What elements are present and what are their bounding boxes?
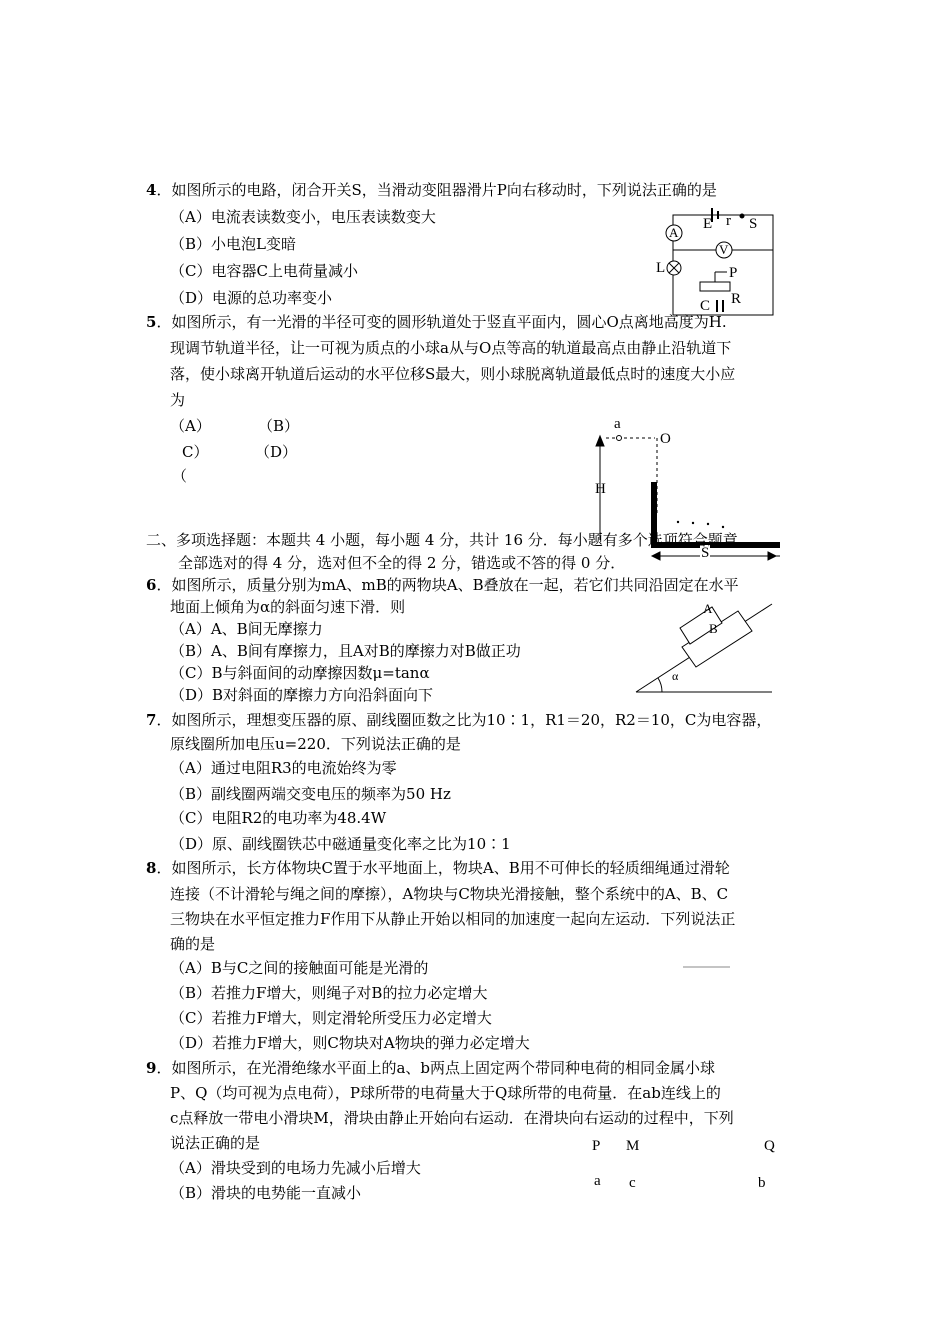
label-R: R — [731, 291, 742, 307]
label-c: c — [629, 1175, 636, 1191]
q8-text-1: 如图所示，长方体物块C置于水平地面上，物块A、B用不可伸长的轻质细绳通过滑轮 — [171, 859, 730, 877]
label-E: E — [703, 216, 713, 232]
label-S: S — [749, 216, 758, 232]
q4-stem-text: 如图所示的电路，闭合开关S，当滑动变阻器滑片P向右移动时，下列说法正确的是 — [171, 181, 717, 199]
label-L: L — [656, 260, 666, 276]
label-r: r — [726, 213, 731, 229]
q7-line-1: 7．如图所示，理想变压器的原、副线圈匝数之比为10∶1，R1＝20，R2＝10，C为电容器， — [146, 711, 772, 729]
q9-line-1: 9．如图所示，在光滑绝缘水平面上的a、b两点上固定两个带同种电荷的相同金属小球 — [146, 1059, 716, 1077]
q8-option-b: （B）若推力F增大，则绳子对B的拉力必定增大 — [170, 984, 488, 1002]
label-B: B — [709, 621, 718, 636]
q9-line-2: P、Q（均可视为点电荷），P球所带的电荷量大于Q球所带的电荷量．在ab连线上的 — [170, 1084, 721, 1102]
q6-line-2: 地面上倾角为α的斜面匀速下滑．则 — [170, 598, 406, 616]
q7-option-b: （B）副线圈两端交变电压的频率为50 Hz — [170, 785, 451, 803]
q6-option-c: （C）B与斜面间的动摩擦因数μ=tanα — [170, 664, 430, 682]
q9-text-1: 如图所示，在光滑绝缘水平面上的a、b两点上固定两个带同种电荷的相同金属小球 — [171, 1059, 716, 1077]
label-M: M — [626, 1138, 640, 1154]
label-C: C — [700, 298, 711, 314]
q5-option-a: （A） — [170, 417, 211, 435]
label-S: S — [701, 545, 710, 561]
q6-option-a: （A）A、B间无摩擦力 — [170, 620, 323, 638]
label-a: a — [594, 1173, 601, 1189]
q5-line-1: 5．如图所示，有一光滑的半径可变的圆形轨道处于竖直平面内，圆心O点离地高度为H. — [146, 313, 727, 331]
q7-number: 7 — [146, 711, 157, 729]
q8-line-3: 三物块在水平恒定推力F作用下从静止开始以相同的加速度一起向左运动．下列说法正 — [170, 910, 736, 928]
q9-option-b: （B）滑块的电势能一直减小 — [170, 1184, 362, 1202]
q6-number: 6 — [146, 576, 157, 594]
q8-number: 8 — [146, 859, 157, 877]
q4-stem: 4．如图所示的电路，闭合开关S，当滑动变阻器滑片P向右移动时，下列说法正确的是 — [146, 181, 717, 199]
label-Q: Q — [764, 1138, 775, 1154]
q8-option-a: （A）B与C之间的接触面可能是光滑的 — [170, 959, 429, 977]
label-V: V — [719, 242, 729, 257]
q5-text-1: 如图所示，有一光滑的半径可变的圆形轨道处于竖直平面内，圆心O点离地高度为H. — [171, 313, 727, 331]
label-A: A — [703, 601, 713, 616]
q9-line-4: 说法正确的是 — [170, 1134, 261, 1152]
q4-option-b: （B）小电泡L变暗 — [170, 235, 296, 253]
section2-heading: 二、多项选择题：本题共 4 小题，每小题 4 分，共计 16 分．每小题有多个选项符合题意． — [146, 531, 753, 549]
q5-option-b: （B） — [258, 417, 300, 435]
q6-option-d: （D）B对斜面的摩擦力方向沿斜面向下 — [170, 686, 434, 704]
q8-line-4: 确的是 — [170, 935, 216, 953]
label-b: b — [758, 1175, 766, 1191]
q5-option-extra: （ — [172, 467, 188, 485]
q7-option-a: （A）通过电阻R3的电流始终为零 — [170, 759, 397, 777]
q7-option-c: （C）电阻R2的电功率为48.4W — [170, 809, 387, 827]
q8-line-2: 连接（不计滑轮与绳之间的摩擦），A物块与C物块光滑接触，整个系统中的A、B、C — [170, 885, 729, 903]
label-a: a — [614, 416, 621, 432]
q4-option-c: （C）电容器C上电荷量减小 — [170, 262, 358, 280]
label-P: P — [592, 1138, 601, 1154]
q5-line-3: 落，使小球离开轨道后运动的水平位移S最大，则小球脱离轨道最低点时的速度大小应 — [170, 365, 736, 383]
q7-line-2: 原线圈所加电压u=220．下列说法正确的是 — [170, 735, 461, 753]
q5-number: 5 — [146, 313, 157, 331]
q6-option-b: （B）A、B间有摩擦力，且A对B的摩擦力对B做正功 — [170, 642, 521, 660]
q6-text-1: 如图所示，质量分别为mA、mB的两物块A、B叠放在一起，若它们共同沿固定在水平 — [171, 576, 739, 594]
q5-option-d: （D） — [255, 443, 298, 461]
label-H: H — [595, 481, 606, 497]
label-alpha: α — [672, 669, 679, 683]
q4-number: 4 — [146, 181, 157, 199]
q8-option-c: （C）若推力F增大，则定滑轮所受压力必定增大 — [170, 1009, 492, 1027]
q5-option-c: C） — [182, 443, 209, 461]
q7-text-1: 如图所示，理想变压器的原、副线圈匝数之比为10∶1，R1＝20，R2＝10，C为电容器， — [171, 711, 772, 729]
q8-line-1: 8．如图所示，长方体物块C置于水平地面上，物块A、B用不可伸长的轻质细绳通过滑轮 — [146, 859, 730, 877]
label-P: P — [729, 265, 738, 281]
q5-line-4: 为 — [170, 391, 186, 409]
q7-option-d: （D）原、副线圈铁芯中磁通量变化率之比为10∶1 — [170, 835, 511, 853]
q4-option-a: （A）电流表读数变小，电压表读数变大 — [170, 208, 436, 226]
q9-option-a: （A）滑块受到的电场力先减小后增大 — [170, 1159, 421, 1177]
section2-instructions: 全部选对的得 4 分，选对但不全的得 2 分，错选或不答的得 0 分． — [178, 554, 626, 572]
q9-number: 9 — [146, 1059, 157, 1077]
q9-line-3: c点释放一带电小滑块M，滑块由静止开始向右运动．在滑块向右运动的过程中，下列 — [170, 1109, 734, 1127]
label-A: A — [669, 225, 679, 240]
q5-line-2: 现调节轨道半径，让一可视为质点的小球a从与O点等高的轨道最高点由静止沿轨道下 — [170, 339, 732, 357]
q6-line-1: 6．如图所示，质量分别为mA、mB的两物块A、B叠放在一起，若它们共同沿固定在水平 — [146, 576, 739, 594]
q4-option-d: （D）电源的总功率变小 — [170, 289, 333, 307]
label-O: O — [660, 431, 671, 447]
q8-option-d: （D）若推力F增大，则C物块对A物块的弹力必定增大 — [170, 1034, 530, 1052]
